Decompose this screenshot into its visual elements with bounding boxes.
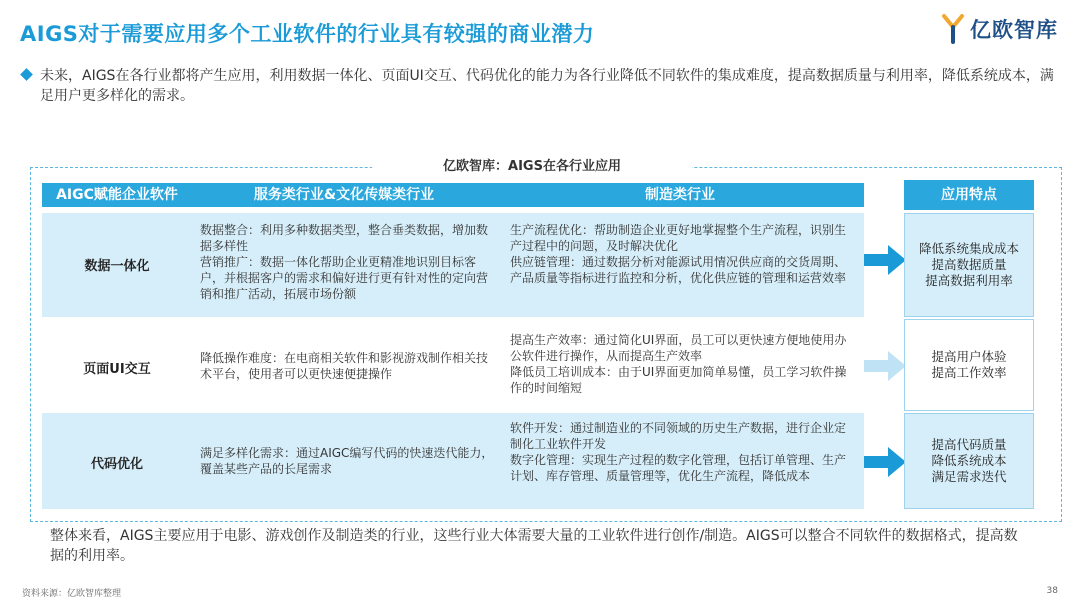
feature-item: 提高代码质量 [931,437,1007,452]
cell-line: 降低操作难度：在电商相关软件和影视游戏制作相关技术平台，使用者可以更快速便捷操作 [200,351,489,381]
intro-paragraph [22,66,1062,106]
header-col-manufacturing: 制造类行业 [496,183,864,207]
header-col-service: 服务类行业&文化传媒类行业 [192,183,496,207]
feature-item: 降低系统成本 [931,453,1007,468]
arrow-right-icon [864,447,906,477]
service-cell [200,445,496,477]
features-cell [904,413,1034,509]
cell-line: 供应链管理：通过数据分析对能源试用情况供应商的交货周期、产品质量等指标进行监控和分析，优化供应链的管理和运营效率 [510,255,847,285]
header-col-software: AIGC赋能企业软件 [42,183,192,207]
service-cell [200,350,496,382]
logo [942,14,1058,44]
arrow-right-icon [864,245,906,275]
header-col-features: 应用特点 [904,180,1034,210]
feature-item: 提高工作效率 [931,365,1007,380]
page-number: 38 [1046,586,1058,596]
cell-line: 营销推广：数据一体化帮助企业更精准地识别目标客户，并根据客户的需求和偏好进行更有针对性的定向营销和推广活动，拓展市场份额 [200,255,489,301]
row-label: 数据一体化 [84,259,150,274]
cell-line: 软件开发：通过制造业的不同领域的历史生产数据，进行企业定制化工业软件开发 [510,421,847,451]
logo-text: 亿欧智库 [970,18,1058,42]
row-label: 代码优化 [90,457,143,472]
feature-item: 提高数据质量 [931,257,1007,272]
intro-text: 未来，AIGS在各行业都将产生应用，利用数据一体化、页面UI交互、代码优化的能力为各行业降低不同软件的集成难度，提高数据质量与利用率，降低系统成本，满足用户更多样化的需求。 [40,68,1054,104]
cell-line: 降低员工培训成本：由于UI界面更加简单易懂，员工学习软件操作的时间缩短 [510,365,847,395]
cell-line: 数据整合：利用多种数据类型，整合垂类数据，增加数据多样性 [200,223,489,253]
arrow-right-icon [864,351,906,381]
manufacturing-cell [510,332,856,396]
manufacturing-cell [510,420,856,484]
feature-item: 提高用户体验 [931,349,1007,364]
feature-item: 提高数据利用率 [925,273,1013,288]
feature-item: 降低系统集成成本 [918,241,1019,256]
row-label: 页面UI交互 [83,362,151,377]
logo-icon [942,14,964,44]
service-cell [200,222,496,302]
summary-text: 整体来看，AIGS主要应用于电影、游戏创作及制造类的行业，这些行业大体需要大量的工业软件进行创作/制造。AIGS可以整合不同软件的数据格式，提高数据的利用率。 [50,528,1018,564]
manufacturing-cell [510,222,856,286]
cell-line: 满足多样化需求：通过AIGC编写代码的快速迭代能力，覆盖某些产品的长尾需求 [200,446,494,476]
page-title: AIGS对于需要应用多个工业软件的行业具有较强的商业潜力 [20,22,595,46]
table-title: 亿欧智库：AIGS在各行业应用 [372,156,692,178]
features-cell [904,213,1034,317]
source-note: 资料来源：亿欧智库整理 [22,589,122,599]
cell-line: 数字化管理：实现生产过程的数字化管理，包括订单管理、生产计划、库存管理、质量管理等，优化生产流程，降低成本 [510,453,847,483]
cell-line: 提高生产效率：通过简化UI界面，员工可以更快速方便地使用办公软件进行操作，从而提高生产效率 [510,333,847,363]
features-cell [904,319,1034,411]
feature-item: 满足需求迭代 [931,469,1007,484]
cell-line: 生产流程优化：帮助制造企业更好地掌握整个生产流程，识别生产过程中的问题，及时解决优化 [510,223,847,253]
